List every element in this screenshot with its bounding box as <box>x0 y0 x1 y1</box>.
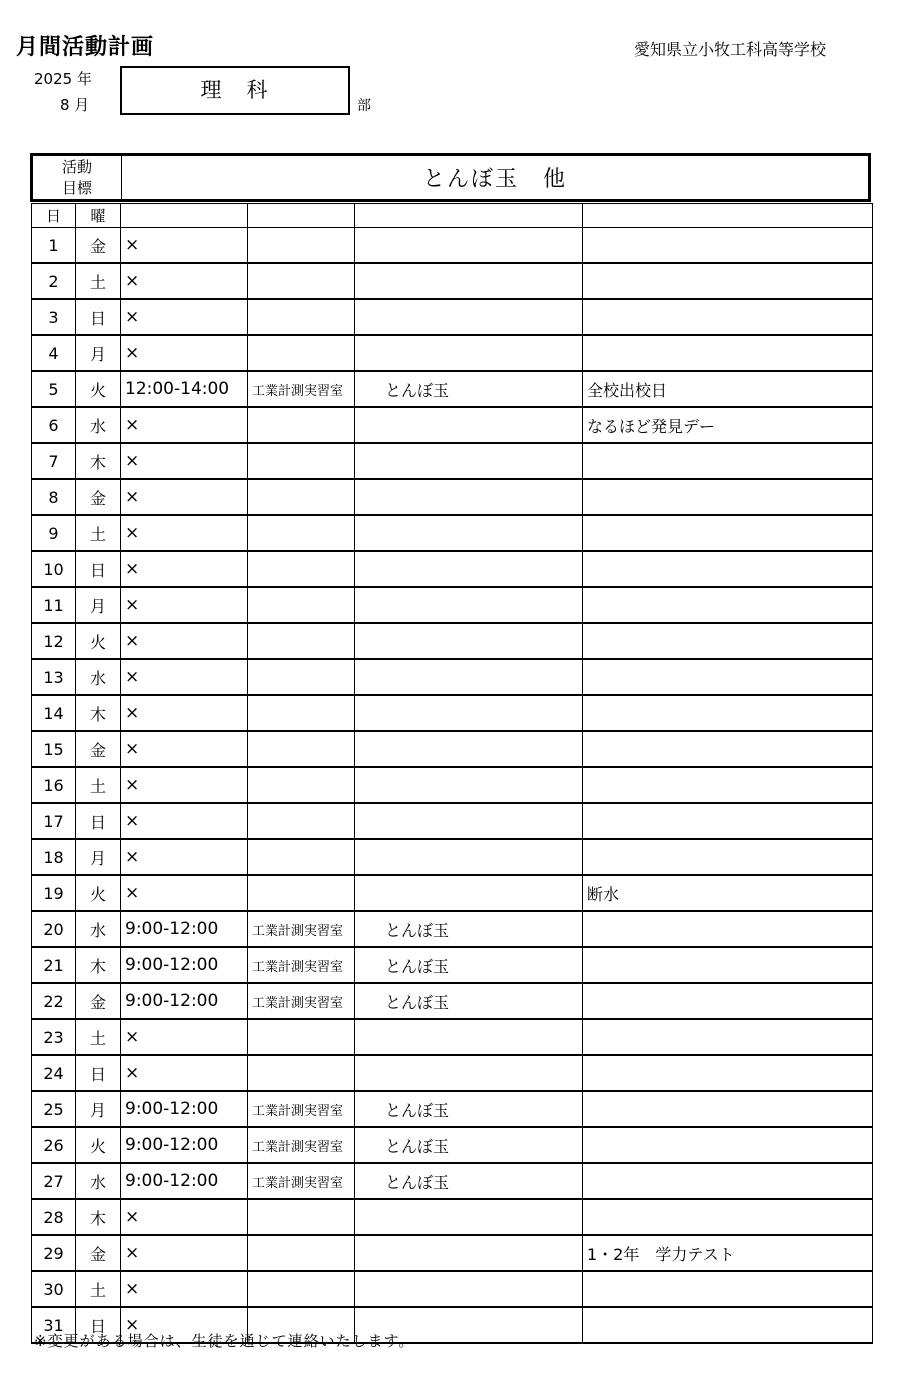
cell-place: 工業計測実習室 <box>248 983 355 1019</box>
cell-time: × <box>121 1271 248 1307</box>
cell-time: × <box>121 839 248 875</box>
column-header-weekday: 曜 <box>76 204 121 228</box>
table-row <box>32 443 873 479</box>
activity-goal-label <box>33 156 122 199</box>
cell-weekday: 水 <box>76 659 121 695</box>
cell-note <box>583 228 873 264</box>
cell-day: 9 <box>32 515 76 551</box>
table-row <box>32 911 873 947</box>
cell-activity <box>355 551 583 587</box>
cell-place <box>248 695 355 731</box>
cell-place <box>248 1199 355 1235</box>
cell-note <box>583 335 873 371</box>
column-header-activity <box>355 204 583 228</box>
table-row <box>32 695 873 731</box>
cell-activity <box>355 1019 583 1055</box>
table-row <box>32 299 873 335</box>
cell-weekday: 土 <box>76 1019 121 1055</box>
cell-activity: とんぼ玉 <box>355 371 583 407</box>
cell-day: 1 <box>32 228 76 264</box>
cell-weekday: 金 <box>76 479 121 515</box>
cell-weekday: 日 <box>76 1055 121 1091</box>
cell-time: 9:00-12:00 <box>121 911 248 947</box>
cell-weekday: 金 <box>76 228 121 264</box>
cell-activity <box>355 731 583 767</box>
schedule-table <box>31 203 873 1344</box>
cell-place <box>248 1235 355 1271</box>
column-header-day: 日 <box>32 204 76 228</box>
cell-weekday: 土 <box>76 1271 121 1307</box>
cell-day: 25 <box>32 1091 76 1127</box>
cell-weekday: 火 <box>76 371 121 407</box>
cell-day: 15 <box>32 731 76 767</box>
cell-weekday: 月 <box>76 839 121 875</box>
cell-activity <box>355 623 583 659</box>
goal-label-line1: 活動 <box>61 157 92 176</box>
cell-weekday: 木 <box>76 1199 121 1235</box>
cell-place: 工業計測実習室 <box>248 947 355 983</box>
cell-note <box>583 1127 873 1163</box>
cell-day: 30 <box>32 1271 76 1307</box>
cell-day: 10 <box>32 551 76 587</box>
cell-weekday: 金 <box>76 983 121 1019</box>
cell-time: × <box>121 299 248 335</box>
cell-note <box>583 731 873 767</box>
cell-place <box>248 875 355 911</box>
month-label: 8 月 <box>60 96 90 114</box>
cell-weekday: 水 <box>76 911 121 947</box>
cell-day: 7 <box>32 443 76 479</box>
column-header-place <box>248 204 355 228</box>
cell-activity: とんぼ玉 <box>355 1163 583 1199</box>
cell-time: 9:00-12:00 <box>121 1091 248 1127</box>
cell-weekday: 火 <box>76 1127 121 1163</box>
cell-time: × <box>121 695 248 731</box>
department-box <box>120 66 350 115</box>
cell-activity: とんぼ玉 <box>355 983 583 1019</box>
cell-day: 16 <box>32 767 76 803</box>
cell-note <box>583 1163 873 1199</box>
table-row <box>32 1163 873 1199</box>
cell-time: × <box>121 1019 248 1055</box>
cell-place <box>248 515 355 551</box>
table-header-row <box>32 204 873 228</box>
cell-place <box>248 335 355 371</box>
cell-day: 19 <box>32 875 76 911</box>
cell-weekday: 金 <box>76 1235 121 1271</box>
cell-place <box>248 263 355 299</box>
cell-place <box>248 1055 355 1091</box>
cell-place <box>248 623 355 659</box>
cell-note: 全校出校日 <box>583 371 873 407</box>
cell-day: 6 <box>32 407 76 443</box>
cell-weekday: 火 <box>76 623 121 659</box>
cell-activity <box>355 875 583 911</box>
cell-day: 26 <box>32 1127 76 1163</box>
table-row <box>32 659 873 695</box>
table-row <box>32 263 873 299</box>
cell-note <box>583 767 873 803</box>
cell-place <box>248 659 355 695</box>
cell-weekday: 木 <box>76 443 121 479</box>
table-row <box>32 479 873 515</box>
cell-time: × <box>121 587 248 623</box>
cell-place: 工業計測実習室 <box>248 1091 355 1127</box>
cell-activity: とんぼ玉 <box>355 1127 583 1163</box>
cell-note <box>583 695 873 731</box>
cell-time: × <box>121 551 248 587</box>
cell-day: 2 <box>32 263 76 299</box>
cell-activity <box>355 803 583 839</box>
cell-day: 24 <box>32 1055 76 1091</box>
cell-note <box>583 515 873 551</box>
year-label: 2025 年 <box>34 70 92 88</box>
cell-activity <box>355 443 583 479</box>
cell-activity <box>355 263 583 299</box>
table-row <box>32 551 873 587</box>
cell-weekday: 木 <box>76 695 121 731</box>
cell-activity <box>355 1199 583 1235</box>
cell-activity <box>355 839 583 875</box>
table-row <box>32 803 873 839</box>
cell-time: × <box>121 407 248 443</box>
cell-note <box>583 1307 873 1343</box>
department-suffix: 部 <box>357 98 371 114</box>
cell-weekday: 日 <box>76 551 121 587</box>
cell-day: 22 <box>32 983 76 1019</box>
cell-time: 12:00-14:00 <box>121 371 248 407</box>
cell-place <box>248 731 355 767</box>
cell-note <box>583 911 873 947</box>
cell-time: × <box>121 263 248 299</box>
table-row <box>32 371 873 407</box>
table-row <box>32 875 873 911</box>
cell-time: × <box>121 479 248 515</box>
table-row <box>32 1127 873 1163</box>
table-row <box>32 839 873 875</box>
cell-activity <box>355 767 583 803</box>
cell-day: 14 <box>32 695 76 731</box>
cell-note: 1・2年 学力テスト <box>583 1235 873 1271</box>
cell-place <box>248 1019 355 1055</box>
cell-place <box>248 767 355 803</box>
cell-activity <box>355 299 583 335</box>
cell-day: 29 <box>32 1235 76 1271</box>
cell-note <box>583 1055 873 1091</box>
cell-place <box>248 551 355 587</box>
cell-day: 23 <box>32 1019 76 1055</box>
cell-day: 20 <box>32 911 76 947</box>
cell-weekday: 水 <box>76 407 121 443</box>
cell-day: 31 <box>32 1307 76 1343</box>
cell-activity <box>355 1055 583 1091</box>
cell-note <box>583 1019 873 1055</box>
table-row <box>32 407 873 443</box>
cell-day: 4 <box>32 335 76 371</box>
activity-goal-text: とんぼ玉 他 <box>422 167 567 192</box>
table-row <box>32 731 873 767</box>
cell-day: 8 <box>32 479 76 515</box>
column-header-note <box>583 204 873 228</box>
footnote: ※変更がある場合は、生徒を通じて連絡いたします。 <box>34 1332 415 1350</box>
cell-day: 12 <box>32 623 76 659</box>
cell-activity <box>355 695 583 731</box>
cell-note <box>583 803 873 839</box>
cell-day: 3 <box>32 299 76 335</box>
table-row <box>32 1019 873 1055</box>
cell-activity <box>355 1235 583 1271</box>
cell-note <box>583 263 873 299</box>
table-row <box>32 767 873 803</box>
table-row <box>32 1271 873 1307</box>
cell-note <box>583 947 873 983</box>
cell-weekday: 水 <box>76 1163 121 1199</box>
table-row <box>32 515 873 551</box>
cell-note <box>583 659 873 695</box>
cell-activity: とんぼ玉 <box>355 911 583 947</box>
cell-place: 工業計測実習室 <box>248 371 355 407</box>
column-header-time <box>121 204 248 228</box>
table-row <box>32 335 873 371</box>
cell-place: 工業計測実習室 <box>248 911 355 947</box>
cell-note <box>583 479 873 515</box>
cell-place: 工業計測実習室 <box>248 1163 355 1199</box>
cell-time: × <box>121 335 248 371</box>
cell-time: × <box>121 875 248 911</box>
cell-day: 18 <box>32 839 76 875</box>
cell-weekday: 土 <box>76 767 121 803</box>
cell-weekday: 土 <box>76 515 121 551</box>
cell-time: 9:00-12:00 <box>121 1127 248 1163</box>
cell-activity <box>355 659 583 695</box>
cell-weekday: 日 <box>76 1307 121 1343</box>
cell-day: 17 <box>32 803 76 839</box>
cell-place <box>248 443 355 479</box>
cell-day: 5 <box>32 371 76 407</box>
cell-time: × <box>121 443 248 479</box>
cell-day: 11 <box>32 587 76 623</box>
cell-note <box>583 551 873 587</box>
cell-note <box>583 1091 873 1127</box>
cell-weekday: 月 <box>76 335 121 371</box>
cell-note <box>583 587 873 623</box>
cell-time: × <box>121 731 248 767</box>
cell-time: × <box>121 767 248 803</box>
cell-note <box>583 443 873 479</box>
cell-activity <box>355 515 583 551</box>
cell-day: 21 <box>32 947 76 983</box>
goal-label-line2: 目標 <box>61 178 92 197</box>
table-row <box>32 1055 873 1091</box>
page-title: 月間活動計画 <box>16 35 155 60</box>
cell-time: × <box>121 659 248 695</box>
cell-activity <box>355 407 583 443</box>
cell-weekday: 土 <box>76 263 121 299</box>
cell-place: 工業計測実習室 <box>248 1127 355 1163</box>
table-row <box>32 228 873 264</box>
cell-weekday: 火 <box>76 875 121 911</box>
cell-time: × <box>121 1055 248 1091</box>
schedule-body <box>32 228 873 1344</box>
cell-place <box>248 1271 355 1307</box>
table-row <box>32 587 873 623</box>
cell-day: 28 <box>32 1199 76 1235</box>
cell-time: × <box>121 803 248 839</box>
cell-time: 9:00-12:00 <box>121 1163 248 1199</box>
cell-note <box>583 1199 873 1235</box>
cell-note <box>583 299 873 335</box>
cell-time: × <box>121 1307 248 1343</box>
table-row <box>32 983 873 1019</box>
cell-time: × <box>121 1235 248 1271</box>
cell-place <box>248 299 355 335</box>
cell-activity: とんぼ玉 <box>355 947 583 983</box>
cell-activity <box>355 479 583 515</box>
cell-note <box>583 623 873 659</box>
table-row <box>32 1235 873 1271</box>
table-row <box>32 1091 873 1127</box>
cell-activity <box>355 335 583 371</box>
cell-weekday: 日 <box>76 299 121 335</box>
cell-note <box>583 1271 873 1307</box>
cell-time: × <box>121 515 248 551</box>
cell-place <box>248 803 355 839</box>
cell-time: × <box>121 623 248 659</box>
school-name: 愛知県立小牧工科高等学校 <box>634 40 827 59</box>
table-row <box>32 947 873 983</box>
cell-place <box>248 479 355 515</box>
cell-day: 13 <box>32 659 76 695</box>
activity-goal-box <box>30 153 871 202</box>
cell-weekday: 月 <box>76 1091 121 1127</box>
cell-time: × <box>121 228 248 264</box>
cell-weekday: 日 <box>76 803 121 839</box>
cell-time: 9:00-12:00 <box>121 947 248 983</box>
cell-weekday: 月 <box>76 587 121 623</box>
cell-activity <box>355 1271 583 1307</box>
cell-activity <box>355 228 583 264</box>
cell-time: 9:00-12:00 <box>121 983 248 1019</box>
cell-time: × <box>121 1199 248 1235</box>
cell-place <box>248 587 355 623</box>
cell-weekday: 木 <box>76 947 121 983</box>
cell-place <box>248 839 355 875</box>
cell-day: 27 <box>32 1163 76 1199</box>
cell-activity: とんぼ玉 <box>355 1091 583 1127</box>
department-name: 理 科 <box>200 77 270 102</box>
table-row <box>32 1199 873 1235</box>
cell-weekday: 金 <box>76 731 121 767</box>
cell-note <box>583 983 873 1019</box>
cell-note <box>583 839 873 875</box>
cell-activity <box>355 587 583 623</box>
cell-note: なるほど発見デー <box>583 407 873 443</box>
cell-place <box>248 407 355 443</box>
table-row <box>32 623 873 659</box>
cell-note: 断水 <box>583 875 873 911</box>
cell-place <box>248 228 355 264</box>
